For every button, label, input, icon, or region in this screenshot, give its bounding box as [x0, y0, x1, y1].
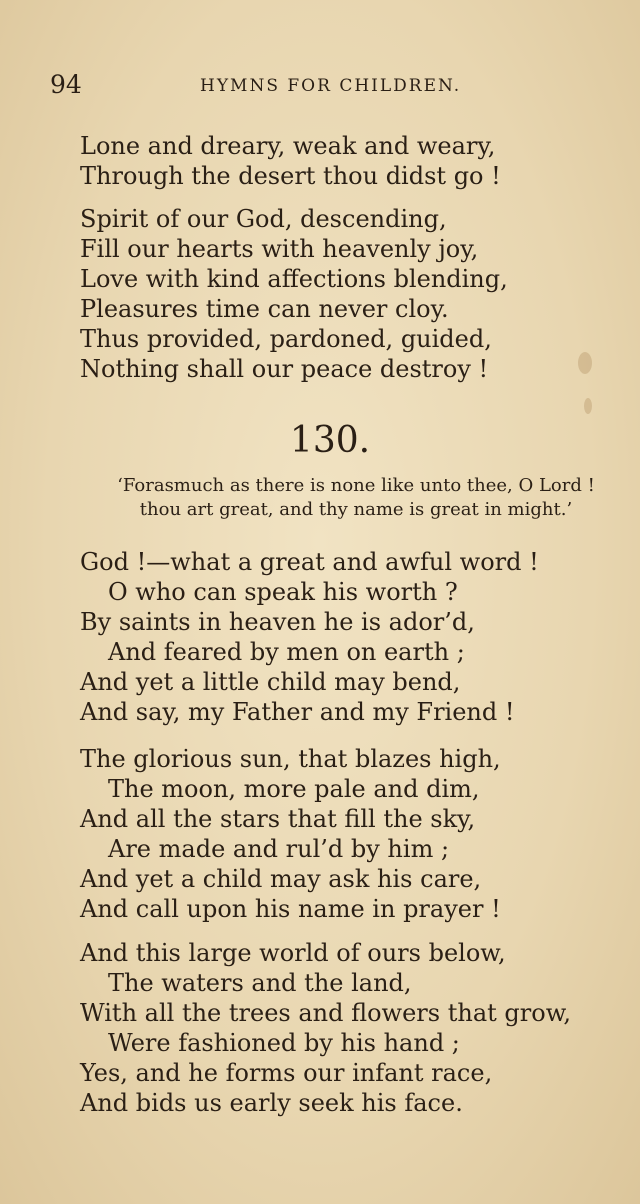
- verse-line: Nothing shall our peace destroy !: [80, 355, 489, 383]
- verse-line: With all the trees and flowers that grow,: [80, 999, 572, 1027]
- verse-line: Were fashioned by his hand ;: [108, 1029, 460, 1057]
- running-title: HYMNS FOR CHILDREN.: [200, 76, 462, 96]
- verse-line: The moon, more pale and dim,: [108, 775, 480, 803]
- verse-line: By saints in heaven he is ador’d,: [80, 608, 475, 636]
- verse-line: Thus provided, pardoned, guided,: [80, 325, 492, 353]
- page-number: 94: [50, 70, 82, 99]
- verse-1: [80, 547, 539, 727]
- verse-line: Pleasures time can never cloy.: [80, 295, 449, 323]
- verse-line: The waters and the land,: [108, 969, 412, 997]
- verse-line: And feared by men on earth ;: [108, 638, 465, 666]
- stanza-spirit: [80, 204, 508, 384]
- verse-line: Fill our hearts with heavenly joy,: [80, 235, 479, 263]
- hymn-number: 130.: [289, 420, 371, 461]
- verse-line: And yet a child may ask his care,: [80, 865, 482, 893]
- epigraph-line: thou art great, and thy name is great in might.’: [139, 499, 573, 520]
- verse-line: And say, my Father and my Friend !: [80, 698, 515, 726]
- verse-line: Yes, and he forms our infant race,: [80, 1059, 493, 1087]
- paper-stain: [584, 398, 592, 414]
- verse-line: God !—what a great and awful word !: [80, 548, 539, 576]
- paper-stain: [578, 352, 592, 374]
- stanza-continued: [80, 131, 501, 191]
- verse-line: Spirit of our God, descending,: [80, 205, 447, 233]
- verse-line: And all the stars that fill the sky,: [80, 805, 476, 833]
- page-header: [50, 70, 500, 106]
- verse-line: And call upon his name in prayer !: [80, 895, 501, 923]
- verse-3: [80, 938, 571, 1118]
- verse-line: And yet a little child may bend,: [80, 668, 461, 696]
- verse-line: Love with kind affections blending,: [80, 265, 508, 293]
- verse-line: O who can speak his worth ?: [108, 578, 458, 606]
- verse-line: Lone and dreary, weak and weary,: [80, 132, 496, 160]
- verse-2: [80, 744, 501, 924]
- verse-line: And this large world of ours below,: [80, 939, 506, 967]
- epigraph: [76, 474, 636, 522]
- verse-line: And bids us early seek his face.: [80, 1089, 463, 1117]
- verse-line: The glorious sun, that blazes high,: [80, 745, 501, 773]
- epigraph-line: ‘Forasmuch as there is none like unto thee, O Lord !: [117, 475, 595, 496]
- verse-line: Through the desert thou didst go !: [80, 162, 501, 190]
- verse-line: Are made and rul’d by him ;: [108, 835, 450, 863]
